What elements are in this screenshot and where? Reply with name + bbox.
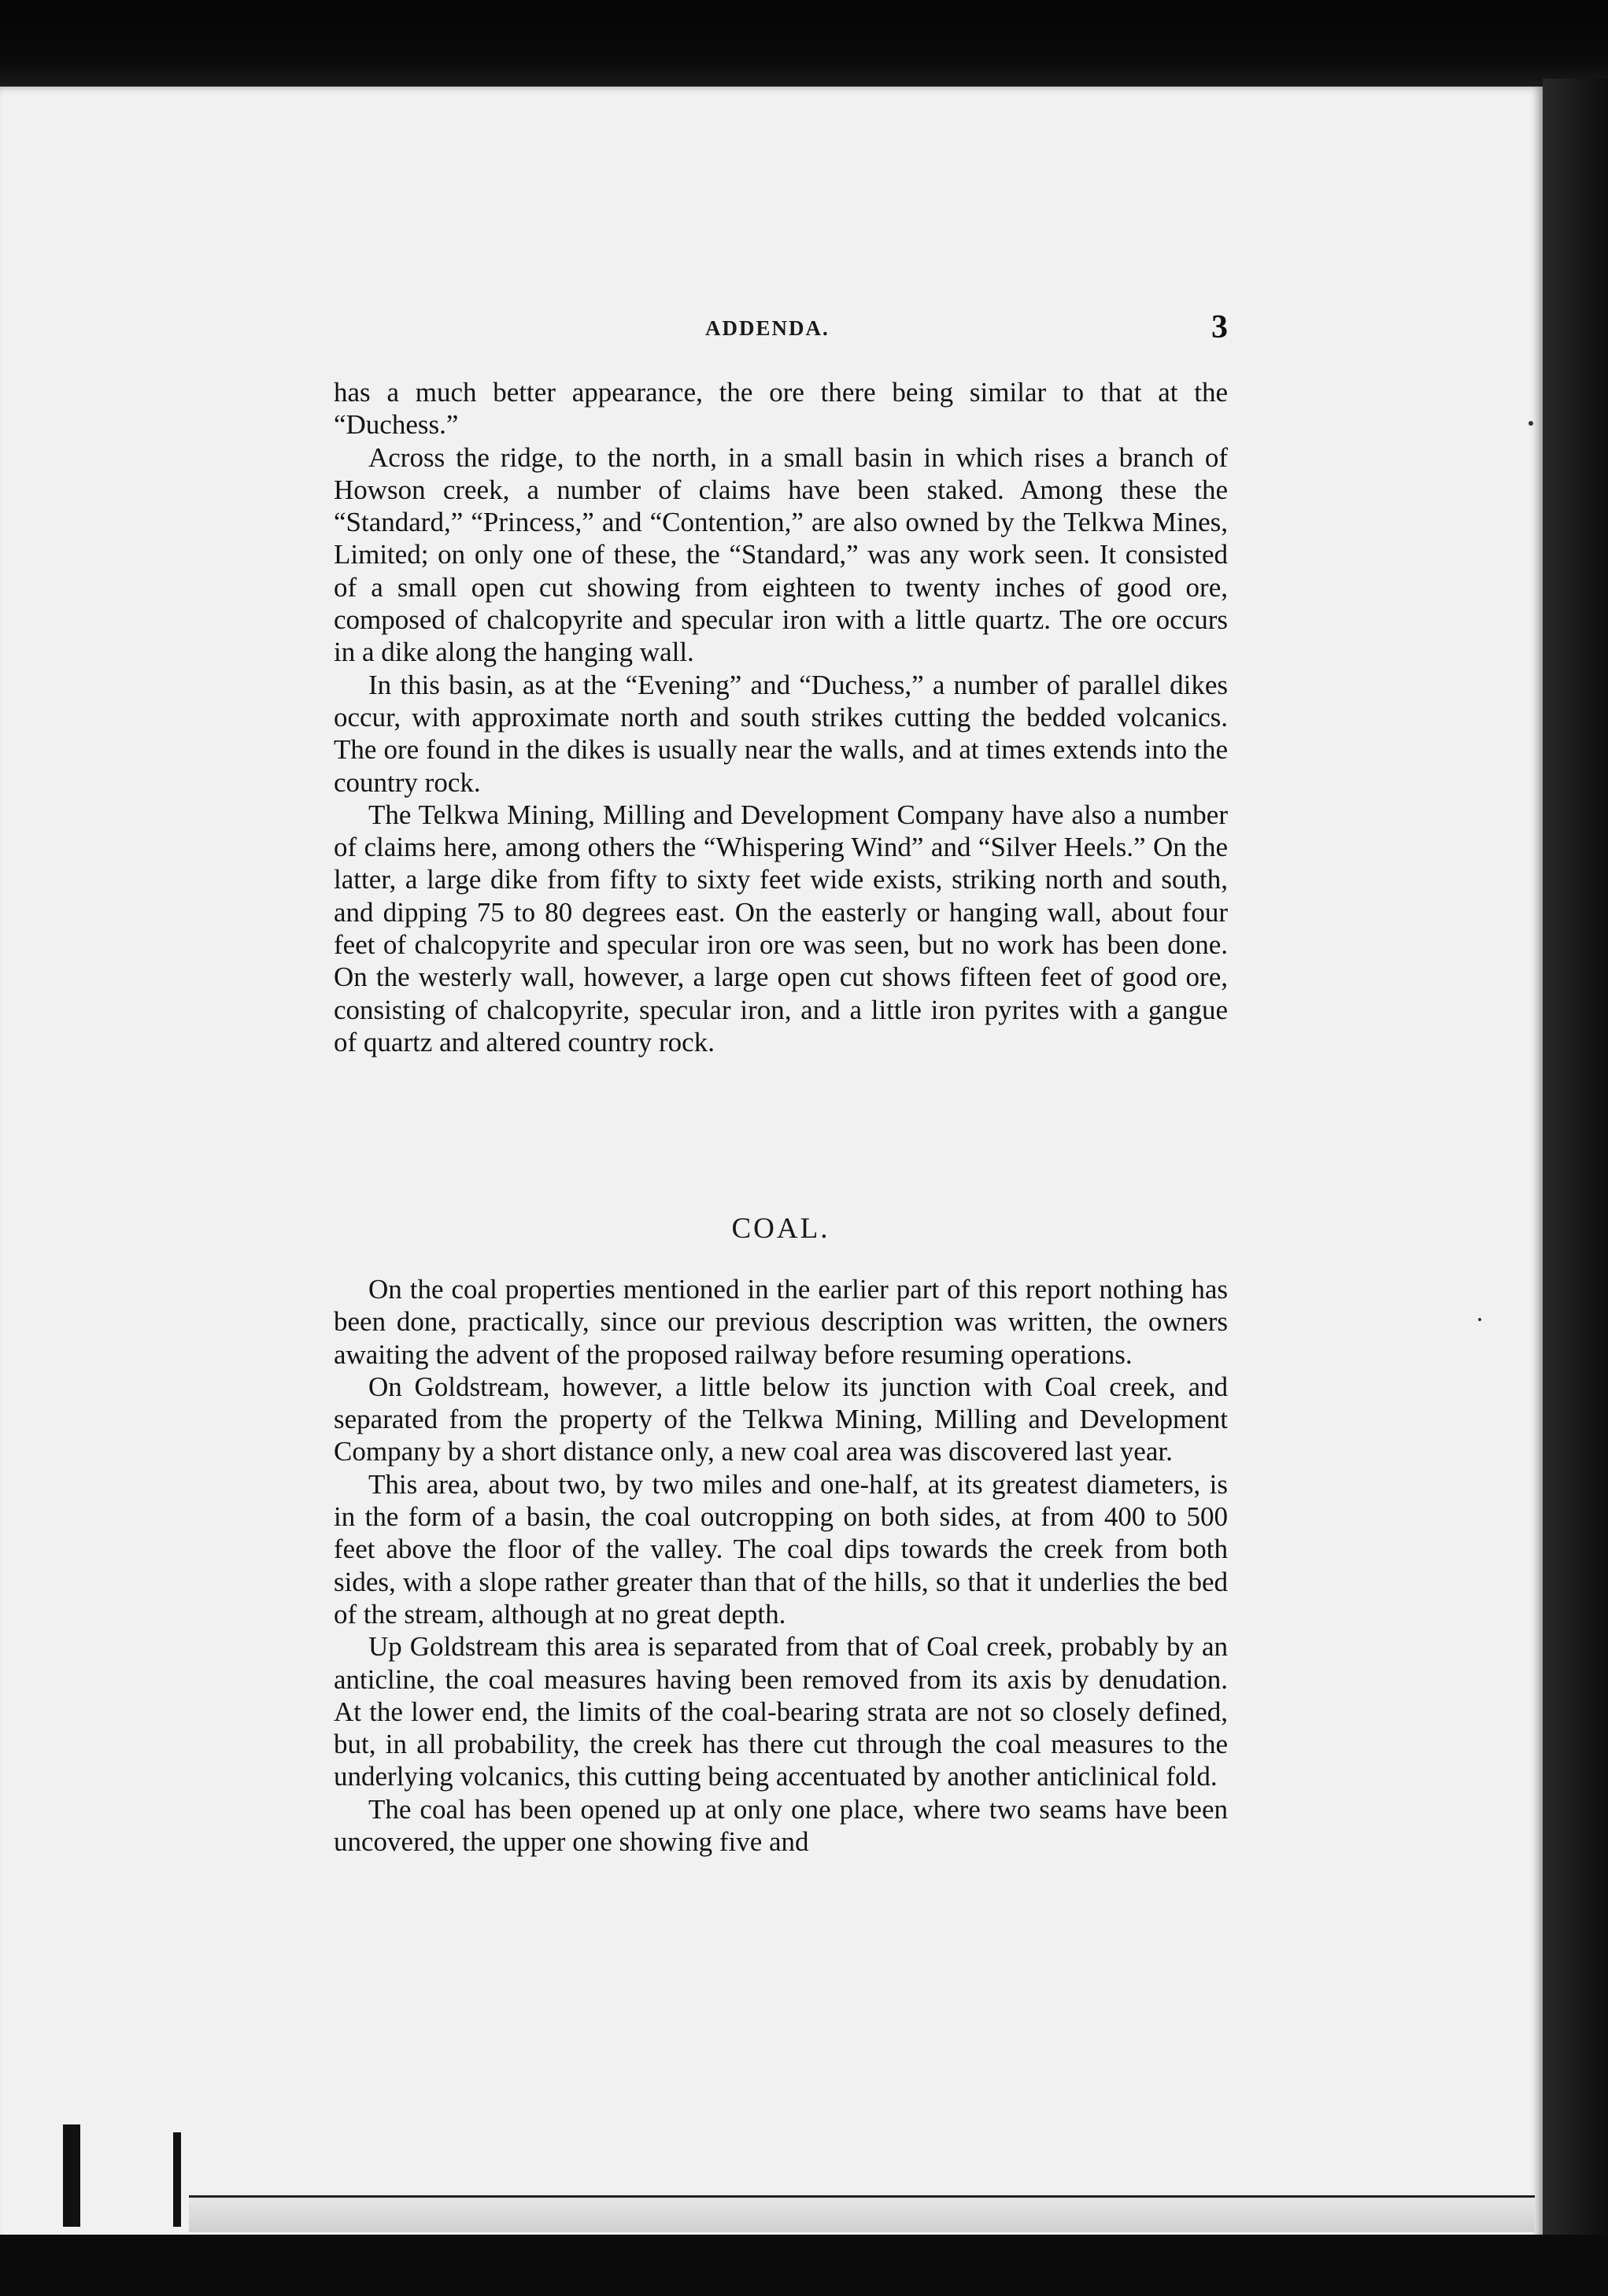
paragraph: On Goldstream, however, a little below its junction with Coal creek, and separated from the property of the Telkwa Mining, Milling and Development Company by a short distance only, a new coal area was discovered last year. [334, 1371, 1228, 1467]
paragraph: This area, about two, by two miles and one-half, at its greatest diameters, is in the form of a basin, the coal outcropping on both sides, at from 400 to 500 feet above the floor of the valley. The coal dips towards the creek from both sides, with a slope rather greater than that of the hills, so that it underlies the bed of the stream, although at no great depth. [334, 1468, 1228, 1630]
scan-mark-left-thin [173, 2132, 181, 2227]
paragraph: Up Goldstream this area is separated from that of Coal creek, probably by an anticline, the coal measures having been removed from its axis by denudation. At the lower end, the limits of the coal-bearing strata are not so closely defined, but, in all probability, the creek has there cut through the coal measures to the underlying volcanics, this cutting being accentuated by another anticlinical fold. [334, 1631, 1228, 1792]
paragraph: In this basin, as at the “Evening” and “Duchess,” a number of parallel dikes occur, with approximate north and south strikes cutting the bedded volcanics. The ore found in the dikes is usually near the walls, and at times extends into the country rock. [334, 669, 1228, 798]
paragraph: Across the ridge, to the north, in a small basin in which rises a branch of Howson creek, a number of claims have been staked. Among these the “Standard,” “Princess,” and “Contention,” are also owned by the Telkwa Mines, Limited; on only one of these, the “Standard,” was any work seen. It consisted of a small open cut showing from eighteen to twenty inches of good ore, composed of chalcopyrite and specular iron with a little quartz. The ore occurs in a dike along the hanging wall. [334, 441, 1228, 668]
scan-speck [1529, 421, 1533, 426]
bottom-scan-strip [189, 2195, 1535, 2232]
page-header [334, 309, 1228, 356]
running-head: ADDENDA. [705, 316, 830, 340]
coal-text-block [334, 1273, 1228, 1858]
paragraph: The Telkwa Mining, Milling and Development Company have also a number of claims here, among others the “Whispering Wind” and “Silver Heels.” On the latter, a large dike from fifty to sixty feet wide exists, striking north and south, and dipping 75 to 80 degrees east. On the easterly or hanging wall, about four feet of chalcopyrite and specular iron ore was seen, but no work has been done. On the westerly wall, however, a large open cut shows fifteen feet of good ore, consisting of chalcopyrite, specular iron, and a little iron pyrites with a gangue of quartz and altered country rock. [334, 799, 1228, 1058]
upper-text-block [334, 376, 1228, 1058]
scan-speck [1478, 1318, 1481, 1321]
section-title: COAL. [731, 1213, 830, 1245]
paragraph: has a much better appearance, the ore there being similar to that at the “Duchess.” [334, 377, 1228, 441]
paragraph: On the coal properties mentioned in the earlier part of this report nothing has been done, practically, since our previous description was written, the owners awaiting the advent of the proposed railway before resuming operations. [334, 1274, 1228, 1370]
scan-border-bottom [0, 2235, 1608, 2296]
paragraph: The coal has been opened up at only one place, where two seams have been uncovered, the upper one showing five and [334, 1793, 1228, 1858]
scan-border-top [0, 0, 1608, 87]
page-number: 3 [1211, 309, 1228, 345]
scan-mark-left [63, 2124, 80, 2227]
page-edge-shadow [1543, 79, 1608, 2296]
